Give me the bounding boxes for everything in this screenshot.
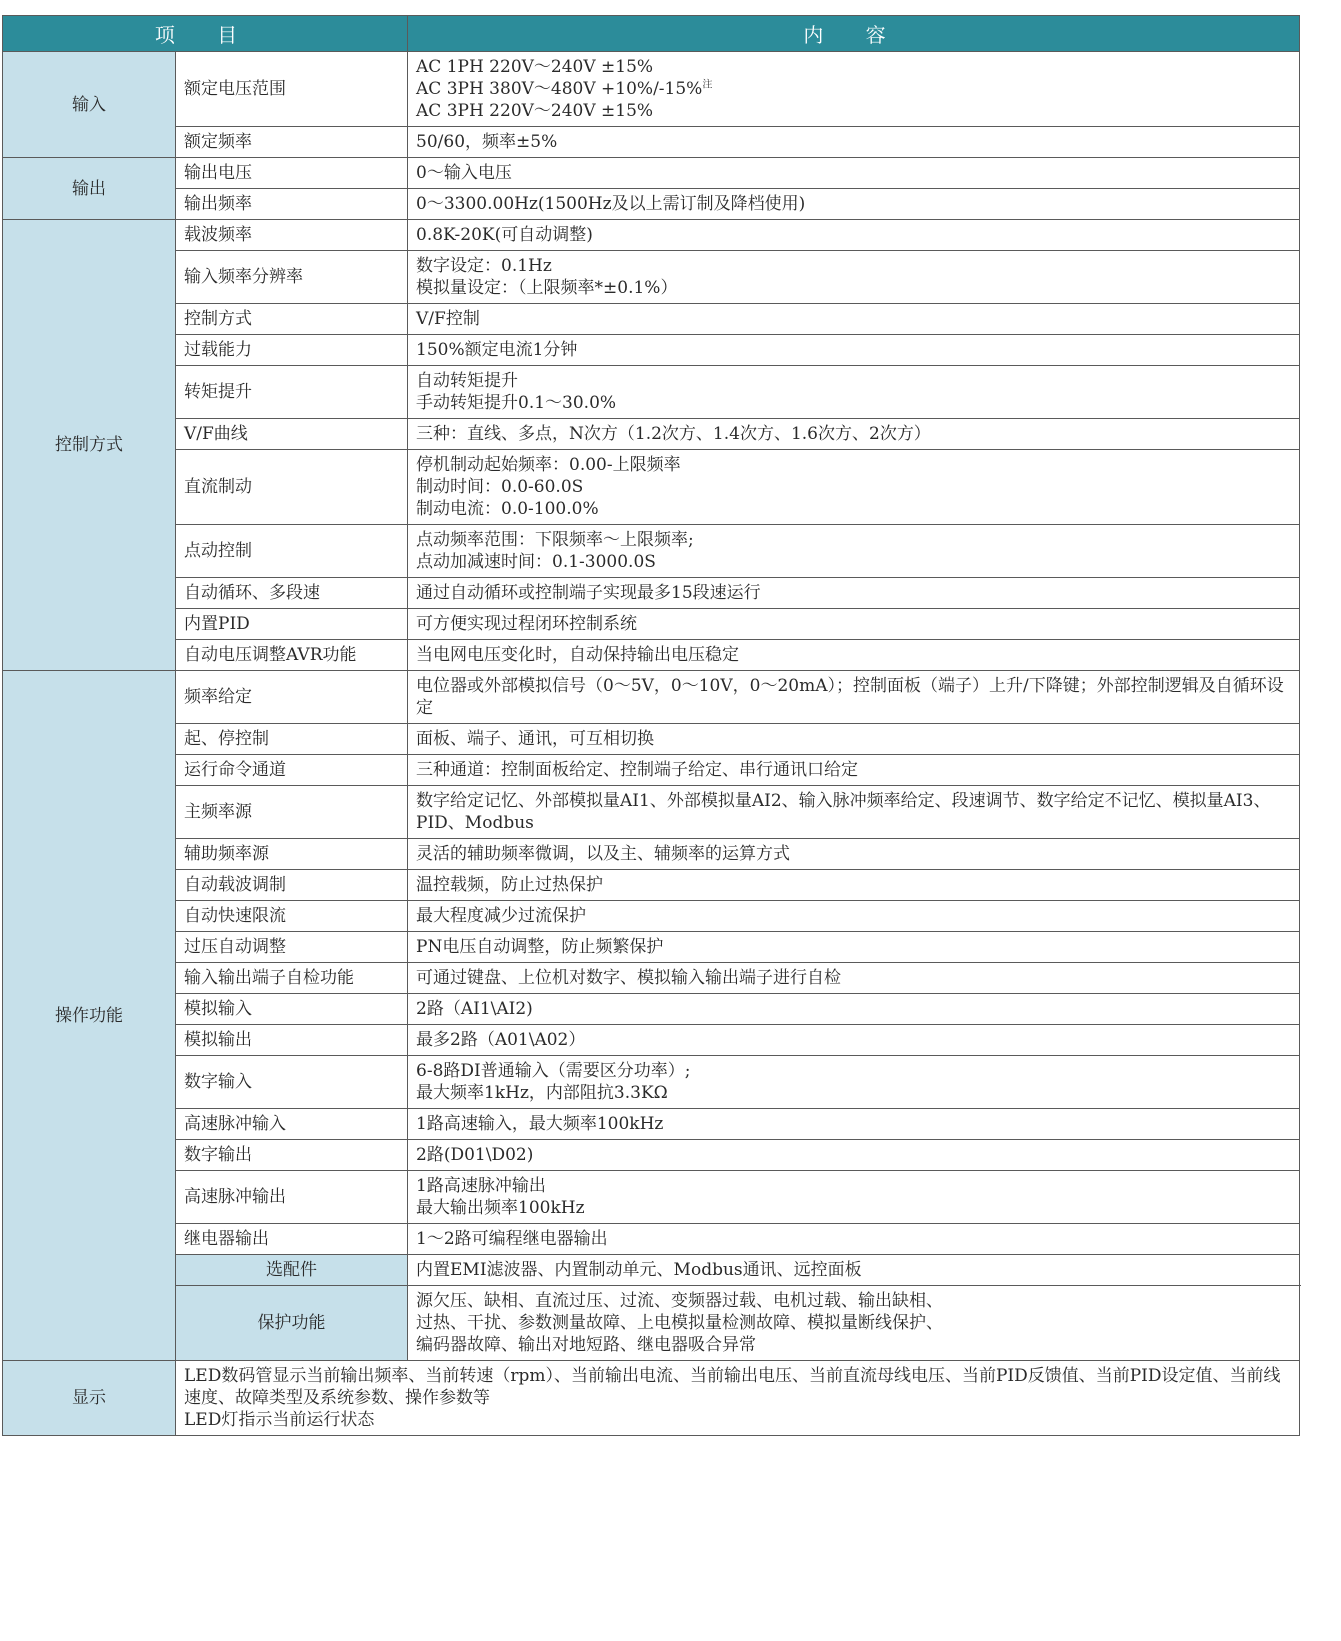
item-cell: 点动控制 bbox=[176, 525, 408, 578]
header-content: 内 容 bbox=[408, 16, 1300, 52]
content-cell bbox=[408, 724, 1300, 755]
content-line bbox=[416, 339, 1291, 361]
content-line bbox=[416, 1259, 1291, 1281]
content-line-text: 可通过键盘、上位机对数字、模拟输入输出端子进行自检 bbox=[416, 968, 842, 988]
content-line bbox=[416, 498, 1291, 520]
item-cell: 高速脉冲输入 bbox=[176, 1109, 408, 1140]
table-row bbox=[3, 419, 1300, 450]
content-line-text: AC 3PH 380V～480V +10%/-15% bbox=[416, 79, 703, 99]
table-row bbox=[3, 1056, 1300, 1109]
content-line-text: LED灯指示当前运行状态 bbox=[184, 1410, 375, 1430]
item-cell: 继电器输出 bbox=[176, 1224, 408, 1255]
content-cell bbox=[408, 1025, 1300, 1056]
content-cell bbox=[408, 671, 1300, 724]
content-line-text: 源欠压、缺相、直流过压、过流、变频器过载、电机过载、输出缺相、 bbox=[416, 1291, 944, 1311]
table-row bbox=[3, 1286, 1300, 1361]
item-cell: 过载能力 bbox=[176, 335, 408, 366]
item-cell: 运行命令通道 bbox=[176, 755, 408, 786]
category-cell: 输出 bbox=[3, 158, 176, 220]
table-row bbox=[3, 304, 1300, 335]
content-line-text: 制动电流：0.0-100.0% bbox=[416, 499, 599, 519]
content-line-text: 编码器故障、输出对地短路、继电器吸合异常 bbox=[416, 1335, 757, 1355]
content-line bbox=[416, 224, 1291, 246]
content-line-text: 当电网电压变化时，自动保持输出电压稳定 bbox=[416, 645, 740, 665]
table-row bbox=[3, 839, 1300, 870]
content-line-text: 1路高速输入，最大频率100kHz bbox=[416, 1114, 664, 1134]
table-body bbox=[3, 52, 1300, 1436]
content-cell bbox=[408, 52, 1300, 127]
category-cell: 操作功能 bbox=[3, 671, 176, 1361]
table-row bbox=[3, 1361, 1300, 1436]
content-cell bbox=[408, 366, 1300, 419]
content-line bbox=[416, 551, 1291, 573]
item-cell: 数字输入 bbox=[176, 1056, 408, 1109]
table-row bbox=[3, 609, 1300, 640]
content-line-text: 三种：直线、多点，N次方（1.2次方、1.4次方、1.6次方、2次方） bbox=[416, 424, 931, 444]
content-cell bbox=[408, 963, 1300, 994]
content-cell bbox=[408, 786, 1300, 839]
content-line bbox=[416, 1113, 1291, 1135]
table-row bbox=[3, 220, 1300, 251]
table-row bbox=[3, 640, 1300, 671]
item-cell: 控制方式 bbox=[176, 304, 408, 335]
content-line-text: 50/60，频率±5% bbox=[416, 132, 558, 152]
table-row bbox=[3, 1224, 1300, 1255]
content-line bbox=[416, 370, 1291, 392]
table-row bbox=[3, 1025, 1300, 1056]
table-row bbox=[3, 870, 1300, 901]
content-line bbox=[416, 1175, 1291, 1197]
content-line bbox=[416, 790, 1291, 834]
table-row bbox=[3, 366, 1300, 419]
content-line bbox=[416, 936, 1291, 958]
content-line-text: 2路(D01\D02) bbox=[416, 1145, 534, 1165]
item-cell: 内置PID bbox=[176, 609, 408, 640]
content-cell bbox=[408, 901, 1300, 932]
content-cell bbox=[408, 251, 1300, 304]
item-cell: V/F曲线 bbox=[176, 419, 408, 450]
content-line bbox=[416, 100, 1291, 122]
content-line bbox=[416, 1144, 1291, 1166]
content-cell bbox=[408, 127, 1300, 158]
table-row bbox=[3, 786, 1300, 839]
content-line-text: 模拟量设定：（上限频率*±0.1%） bbox=[416, 278, 678, 298]
content-line bbox=[416, 131, 1291, 153]
table-row bbox=[3, 932, 1300, 963]
content-line bbox=[416, 582, 1291, 604]
content-line bbox=[416, 728, 1291, 750]
content-line-text: 1路高速脉冲输出 bbox=[416, 1176, 546, 1196]
content-line-text: 数字给定记忆、外部模拟量AI1、外部模拟量AI2、输入脉冲频率给定、段速调节、数字给定不记忆、模拟量AI3、PID、Modbus bbox=[416, 791, 1271, 833]
content-line-text: PN电压自动调整，防止频繁保护 bbox=[416, 937, 664, 957]
content-line bbox=[416, 277, 1291, 299]
content-line-text: 最大输出频率100kHz bbox=[416, 1198, 585, 1218]
item-cell: 输入频率分辨率 bbox=[176, 251, 408, 304]
table-row bbox=[3, 1140, 1300, 1171]
content-line bbox=[416, 1290, 1291, 1312]
content-line bbox=[416, 843, 1291, 865]
content-cell bbox=[408, 189, 1300, 220]
table-row bbox=[3, 901, 1300, 932]
content-line-text: 面板、端子、通讯，可互相切换 bbox=[416, 729, 655, 749]
table-row bbox=[3, 525, 1300, 578]
content-line-text: 最大程度减少过流保护 bbox=[416, 906, 587, 926]
content-line bbox=[416, 1312, 1291, 1334]
content-cell bbox=[408, 419, 1300, 450]
content-line-text: 最多2路（A01\A02） bbox=[416, 1030, 586, 1050]
content-cell bbox=[408, 578, 1300, 609]
item-cell: 自动循环、多段速 bbox=[176, 578, 408, 609]
content-line-text: 点动加减速时间：0.1-3000.0S bbox=[416, 552, 656, 572]
item-cell: 模拟输入 bbox=[176, 994, 408, 1025]
content-line-text: 通过自动循环或控制端子实现最多15段速运行 bbox=[416, 583, 761, 603]
item-cell: 高速脉冲输出 bbox=[176, 1171, 408, 1224]
content-cell bbox=[176, 1361, 1300, 1436]
content-cell bbox=[408, 755, 1300, 786]
content-line-text: 2路（AI1\AI2) bbox=[416, 999, 533, 1019]
table-row bbox=[3, 1171, 1300, 1224]
content-cell bbox=[408, 304, 1300, 335]
content-cell bbox=[408, 525, 1300, 578]
category-cell: 显示 bbox=[3, 1361, 176, 1436]
table-row bbox=[3, 1109, 1300, 1140]
table-row bbox=[3, 724, 1300, 755]
content-cell bbox=[408, 839, 1300, 870]
item-cell: 输出频率 bbox=[176, 189, 408, 220]
table-row bbox=[3, 755, 1300, 786]
content-line-text: 6-8路DI普通输入（需要区分功率）; bbox=[416, 1061, 691, 1081]
content-line bbox=[416, 1228, 1291, 1250]
content-cell bbox=[408, 1255, 1300, 1286]
content-line bbox=[184, 1365, 1291, 1409]
item-cell: 辅助频率源 bbox=[176, 839, 408, 870]
content-line bbox=[416, 905, 1291, 927]
content-line bbox=[416, 56, 1291, 78]
content-cell bbox=[408, 1109, 1300, 1140]
category-cell: 选配件 bbox=[176, 1255, 408, 1286]
item-cell: 频率给定 bbox=[176, 671, 408, 724]
item-cell: 主频率源 bbox=[176, 786, 408, 839]
content-cell bbox=[408, 158, 1300, 189]
item-cell: 输出电压 bbox=[176, 158, 408, 189]
content-line bbox=[416, 162, 1291, 184]
content-line bbox=[416, 529, 1291, 551]
table-row bbox=[3, 1255, 1300, 1286]
content-cell bbox=[408, 609, 1300, 640]
content-cell bbox=[408, 870, 1300, 901]
content-line-text: 0.8K-20K(可自动调整) bbox=[416, 225, 593, 245]
table-row bbox=[3, 158, 1300, 189]
item-cell: 模拟输出 bbox=[176, 1025, 408, 1056]
content-line-text: 150%额定电流1分钟 bbox=[416, 340, 578, 360]
table-row bbox=[3, 52, 1300, 127]
table-row bbox=[3, 251, 1300, 304]
content-line bbox=[416, 423, 1291, 445]
content-line bbox=[416, 392, 1291, 414]
content-line-text: LED数码管显示当前输出频率、当前转速（rpm）、当前输出电流、当前输出电压、当前直流母线电压、当前PID反馈值、当前PID设定值、当前线速度、故障类型及系统参数、操作参数等 bbox=[184, 1366, 1281, 1408]
table-row bbox=[3, 671, 1300, 724]
item-cell: 自动电压调整AVR功能 bbox=[176, 640, 408, 671]
content-line bbox=[416, 644, 1291, 666]
item-cell: 额定频率 bbox=[176, 127, 408, 158]
content-line bbox=[416, 1060, 1291, 1082]
content-line bbox=[416, 255, 1291, 277]
content-line-text: 电位器或外部模拟信号（0～5V，0～10V，0～20mA）；控制面板（端子）上升/下降键；外部控制逻辑及自循环设定 bbox=[416, 676, 1284, 718]
content-line-text: 1～2路可编程继电器输出 bbox=[416, 1229, 608, 1249]
content-line bbox=[416, 967, 1291, 989]
content-cell bbox=[408, 1140, 1300, 1171]
content-line bbox=[416, 454, 1291, 476]
content-cell bbox=[408, 932, 1300, 963]
content-cell bbox=[408, 1224, 1300, 1255]
content-cell bbox=[408, 450, 1300, 525]
item-cell: 直流制动 bbox=[176, 450, 408, 525]
content-line-text: 数字设定：0.1Hz bbox=[416, 256, 552, 276]
content-line bbox=[416, 1334, 1291, 1356]
content-line-text: 最大频率1kHz，内部阻抗3.3KΩ bbox=[416, 1083, 668, 1103]
item-cell: 输入输出端子自检功能 bbox=[176, 963, 408, 994]
content-line-text: 内置EMI滤波器、内置制动单元、Modbus通讯、远控面板 bbox=[416, 1260, 862, 1280]
content-cell bbox=[408, 640, 1300, 671]
content-line bbox=[416, 675, 1291, 719]
content-line bbox=[184, 1409, 1291, 1431]
header-row bbox=[3, 16, 1300, 52]
content-cell bbox=[408, 994, 1300, 1025]
content-line-text: 0～3300.00Hz(1500Hz及以上需订制及降档使用) bbox=[416, 194, 806, 214]
table-row bbox=[3, 963, 1300, 994]
table-row bbox=[3, 994, 1300, 1025]
content-line-text: 0～输入电压 bbox=[416, 163, 512, 183]
content-line-text: AC 3PH 220V～240V ±15% bbox=[416, 101, 654, 121]
item-cell: 过压自动调整 bbox=[176, 932, 408, 963]
category-cell: 输入 bbox=[3, 52, 176, 158]
content-line-text: AC 1PH 220V～240V ±15% bbox=[416, 57, 654, 77]
content-line bbox=[416, 1197, 1291, 1219]
content-line-text: V/F控制 bbox=[416, 309, 480, 329]
content-line-text: 灵活的辅助频率微调，以及主、辅频率的运算方式 bbox=[416, 844, 791, 864]
content-line bbox=[416, 1029, 1291, 1051]
item-cell: 自动载波调制 bbox=[176, 870, 408, 901]
item-cell: 转矩提升 bbox=[176, 366, 408, 419]
content-cell bbox=[408, 220, 1300, 251]
table-row bbox=[3, 127, 1300, 158]
content-line bbox=[416, 193, 1291, 215]
content-line-text: 手动转矩提升0.1～30.0% bbox=[416, 393, 617, 413]
note-mark: 注 bbox=[702, 79, 713, 91]
spec-table bbox=[2, 15, 1300, 1436]
content-line bbox=[416, 308, 1291, 330]
content-line-text: 过热、干扰、参数测量故障、上电模拟量检测故障、模拟量断线保护、 bbox=[416, 1313, 944, 1333]
table-row bbox=[3, 578, 1300, 609]
item-cell: 自动快速限流 bbox=[176, 901, 408, 932]
content-line bbox=[416, 613, 1291, 635]
content-line-text: 点动频率范围：下限频率～上限频率; bbox=[416, 530, 694, 550]
content-line bbox=[416, 1082, 1291, 1104]
category-cell: 控制方式 bbox=[3, 220, 176, 671]
table-row bbox=[3, 189, 1300, 220]
content-line bbox=[416, 874, 1291, 896]
table-row bbox=[3, 335, 1300, 366]
item-cell: 额定电压范围 bbox=[176, 52, 408, 127]
content-cell bbox=[408, 1286, 1300, 1361]
item-cell: 起、停控制 bbox=[176, 724, 408, 755]
content-cell bbox=[408, 1056, 1300, 1109]
content-line bbox=[416, 998, 1291, 1020]
category-cell: 保护功能 bbox=[176, 1286, 408, 1361]
table-header bbox=[3, 16, 1300, 52]
content-cell bbox=[408, 1171, 1300, 1224]
header-item: 项 目 bbox=[3, 16, 408, 52]
content-line-text: 停机制动起始频率：0.00-上限频率 bbox=[416, 455, 681, 475]
content-line-text: 制动时间：0.0-60.0S bbox=[416, 477, 584, 497]
content-line bbox=[416, 476, 1291, 498]
content-cell bbox=[408, 335, 1300, 366]
table-row bbox=[3, 450, 1300, 525]
item-cell: 载波频率 bbox=[176, 220, 408, 251]
content-line bbox=[416, 759, 1291, 781]
item-cell: 数字输出 bbox=[176, 1140, 408, 1171]
content-line-text: 自动转矩提升 bbox=[416, 371, 519, 391]
content-line bbox=[416, 78, 1291, 100]
content-line-text: 温控载频，防止过热保护 bbox=[416, 875, 604, 895]
content-line-text: 可方便实现过程闭环控制系统 bbox=[416, 614, 638, 634]
content-line-text: 三种通道：控制面板给定、控制端子给定、串行通讯口给定 bbox=[416, 760, 859, 780]
